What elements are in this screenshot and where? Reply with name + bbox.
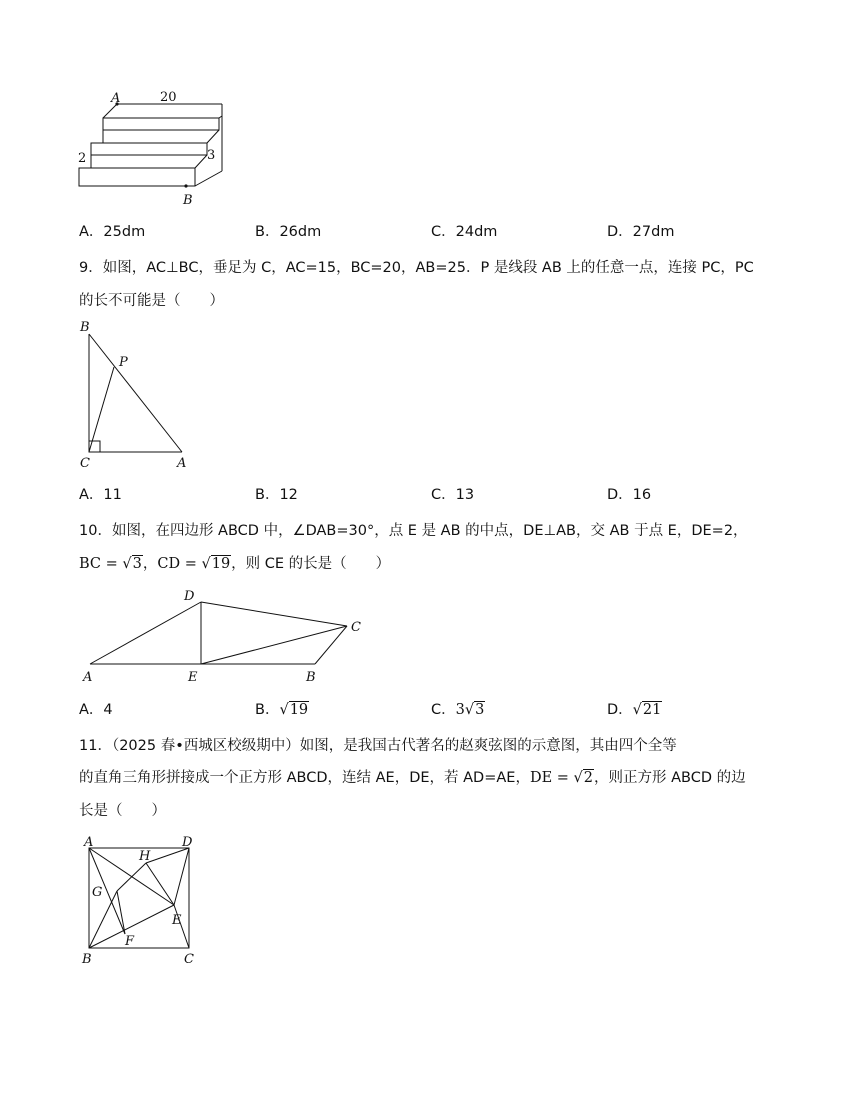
sqrt-3: √3 bbox=[122, 556, 142, 572]
sqrt-2: √2 bbox=[573, 770, 594, 786]
q11-text-line3: 长是（ ） bbox=[79, 803, 166, 819]
q9-text-line2: 的长不可能是（ ） bbox=[79, 293, 224, 309]
fig10-label-b: B bbox=[306, 670, 316, 685]
fig8-label-a: A bbox=[111, 91, 121, 106]
q9-text-line1: 9．如图，AC⊥BC，垂足为 C，AC=15，BC=20，AB=25．P 是线段 AB 上的任意一点，连接 PC，PC bbox=[79, 260, 754, 276]
q11-text-line2: 的直角三角形拼接成一个正方形 ABCD，连结 AE，DE，若 AD=AE，DE = √2，则正方形 ABCD 的边 bbox=[79, 770, 746, 786]
q10-text-line2: BC = √3，CD = √19，则 CE 的长是（ ） bbox=[79, 556, 391, 572]
fig10-label-a: A bbox=[83, 670, 93, 685]
fig11-label-a: A bbox=[84, 835, 94, 850]
q9-option-b[interactable]: B．12 bbox=[255, 487, 298, 503]
fig9-label-c: C bbox=[80, 456, 90, 471]
q8-option-a[interactable]: A．25dm bbox=[79, 224, 146, 240]
fig10-label-c: C bbox=[351, 620, 361, 635]
sqrt-19: √19 bbox=[201, 556, 231, 572]
fig10-label-e: E bbox=[188, 670, 198, 685]
fig9-label-b: B bbox=[80, 320, 90, 335]
q9-option-d[interactable]: D．16 bbox=[607, 487, 652, 503]
quadrilateral-figure bbox=[78, 585, 368, 685]
fig11-label-g: G bbox=[92, 885, 103, 900]
q9-option-a[interactable]: A．11 bbox=[79, 487, 122, 503]
q8-option-d[interactable]: D．27dm bbox=[607, 224, 675, 240]
q10-option-d[interactable]: D．√21 bbox=[607, 702, 662, 718]
fig8-length-right: 3 bbox=[207, 148, 216, 163]
fig9-label-p: P bbox=[119, 355, 128, 370]
q11-text-line1: 11．（2025 春•西城区校级期中）如图，是我国古代著名的赵爽弦图的示意图，其由四个全等 bbox=[79, 738, 677, 754]
fig8-label-b: B bbox=[183, 193, 193, 208]
q10-option-b[interactable]: B．√19 bbox=[255, 702, 309, 718]
fig11-label-d: D bbox=[182, 835, 193, 850]
fig11-label-c: C bbox=[184, 952, 194, 967]
q8-option-b[interactable]: B．26dm bbox=[255, 224, 322, 240]
fig11-label-b: B bbox=[82, 952, 92, 967]
fig11-label-h: H bbox=[139, 849, 151, 864]
fig11-label-e: E bbox=[172, 913, 182, 928]
q8-option-c[interactable]: C．24dm bbox=[431, 224, 498, 240]
q10-option-c[interactable]: C．3√3 bbox=[431, 702, 485, 718]
fig9-label-a: A bbox=[177, 456, 187, 471]
fig8-length-left: 2 bbox=[78, 151, 87, 166]
fig11-label-f: F bbox=[125, 934, 135, 949]
q9-option-c[interactable]: C．13 bbox=[431, 487, 475, 503]
q10-text-line1: 10．如图，在四边形 ABCD 中，∠DAB=30°，点 E 是 AB 的中点，DE⊥AB，交 AB 于点 E，DE=2， bbox=[79, 523, 748, 539]
fig8-length-top: 20 bbox=[160, 90, 177, 105]
right-triangle-figure bbox=[76, 318, 196, 473]
staircase-figure bbox=[70, 90, 240, 210]
q10-option-a[interactable]: A．4 bbox=[79, 702, 113, 718]
zhao-shuang-figure bbox=[78, 832, 203, 967]
fig10-label-d: D bbox=[184, 589, 195, 604]
